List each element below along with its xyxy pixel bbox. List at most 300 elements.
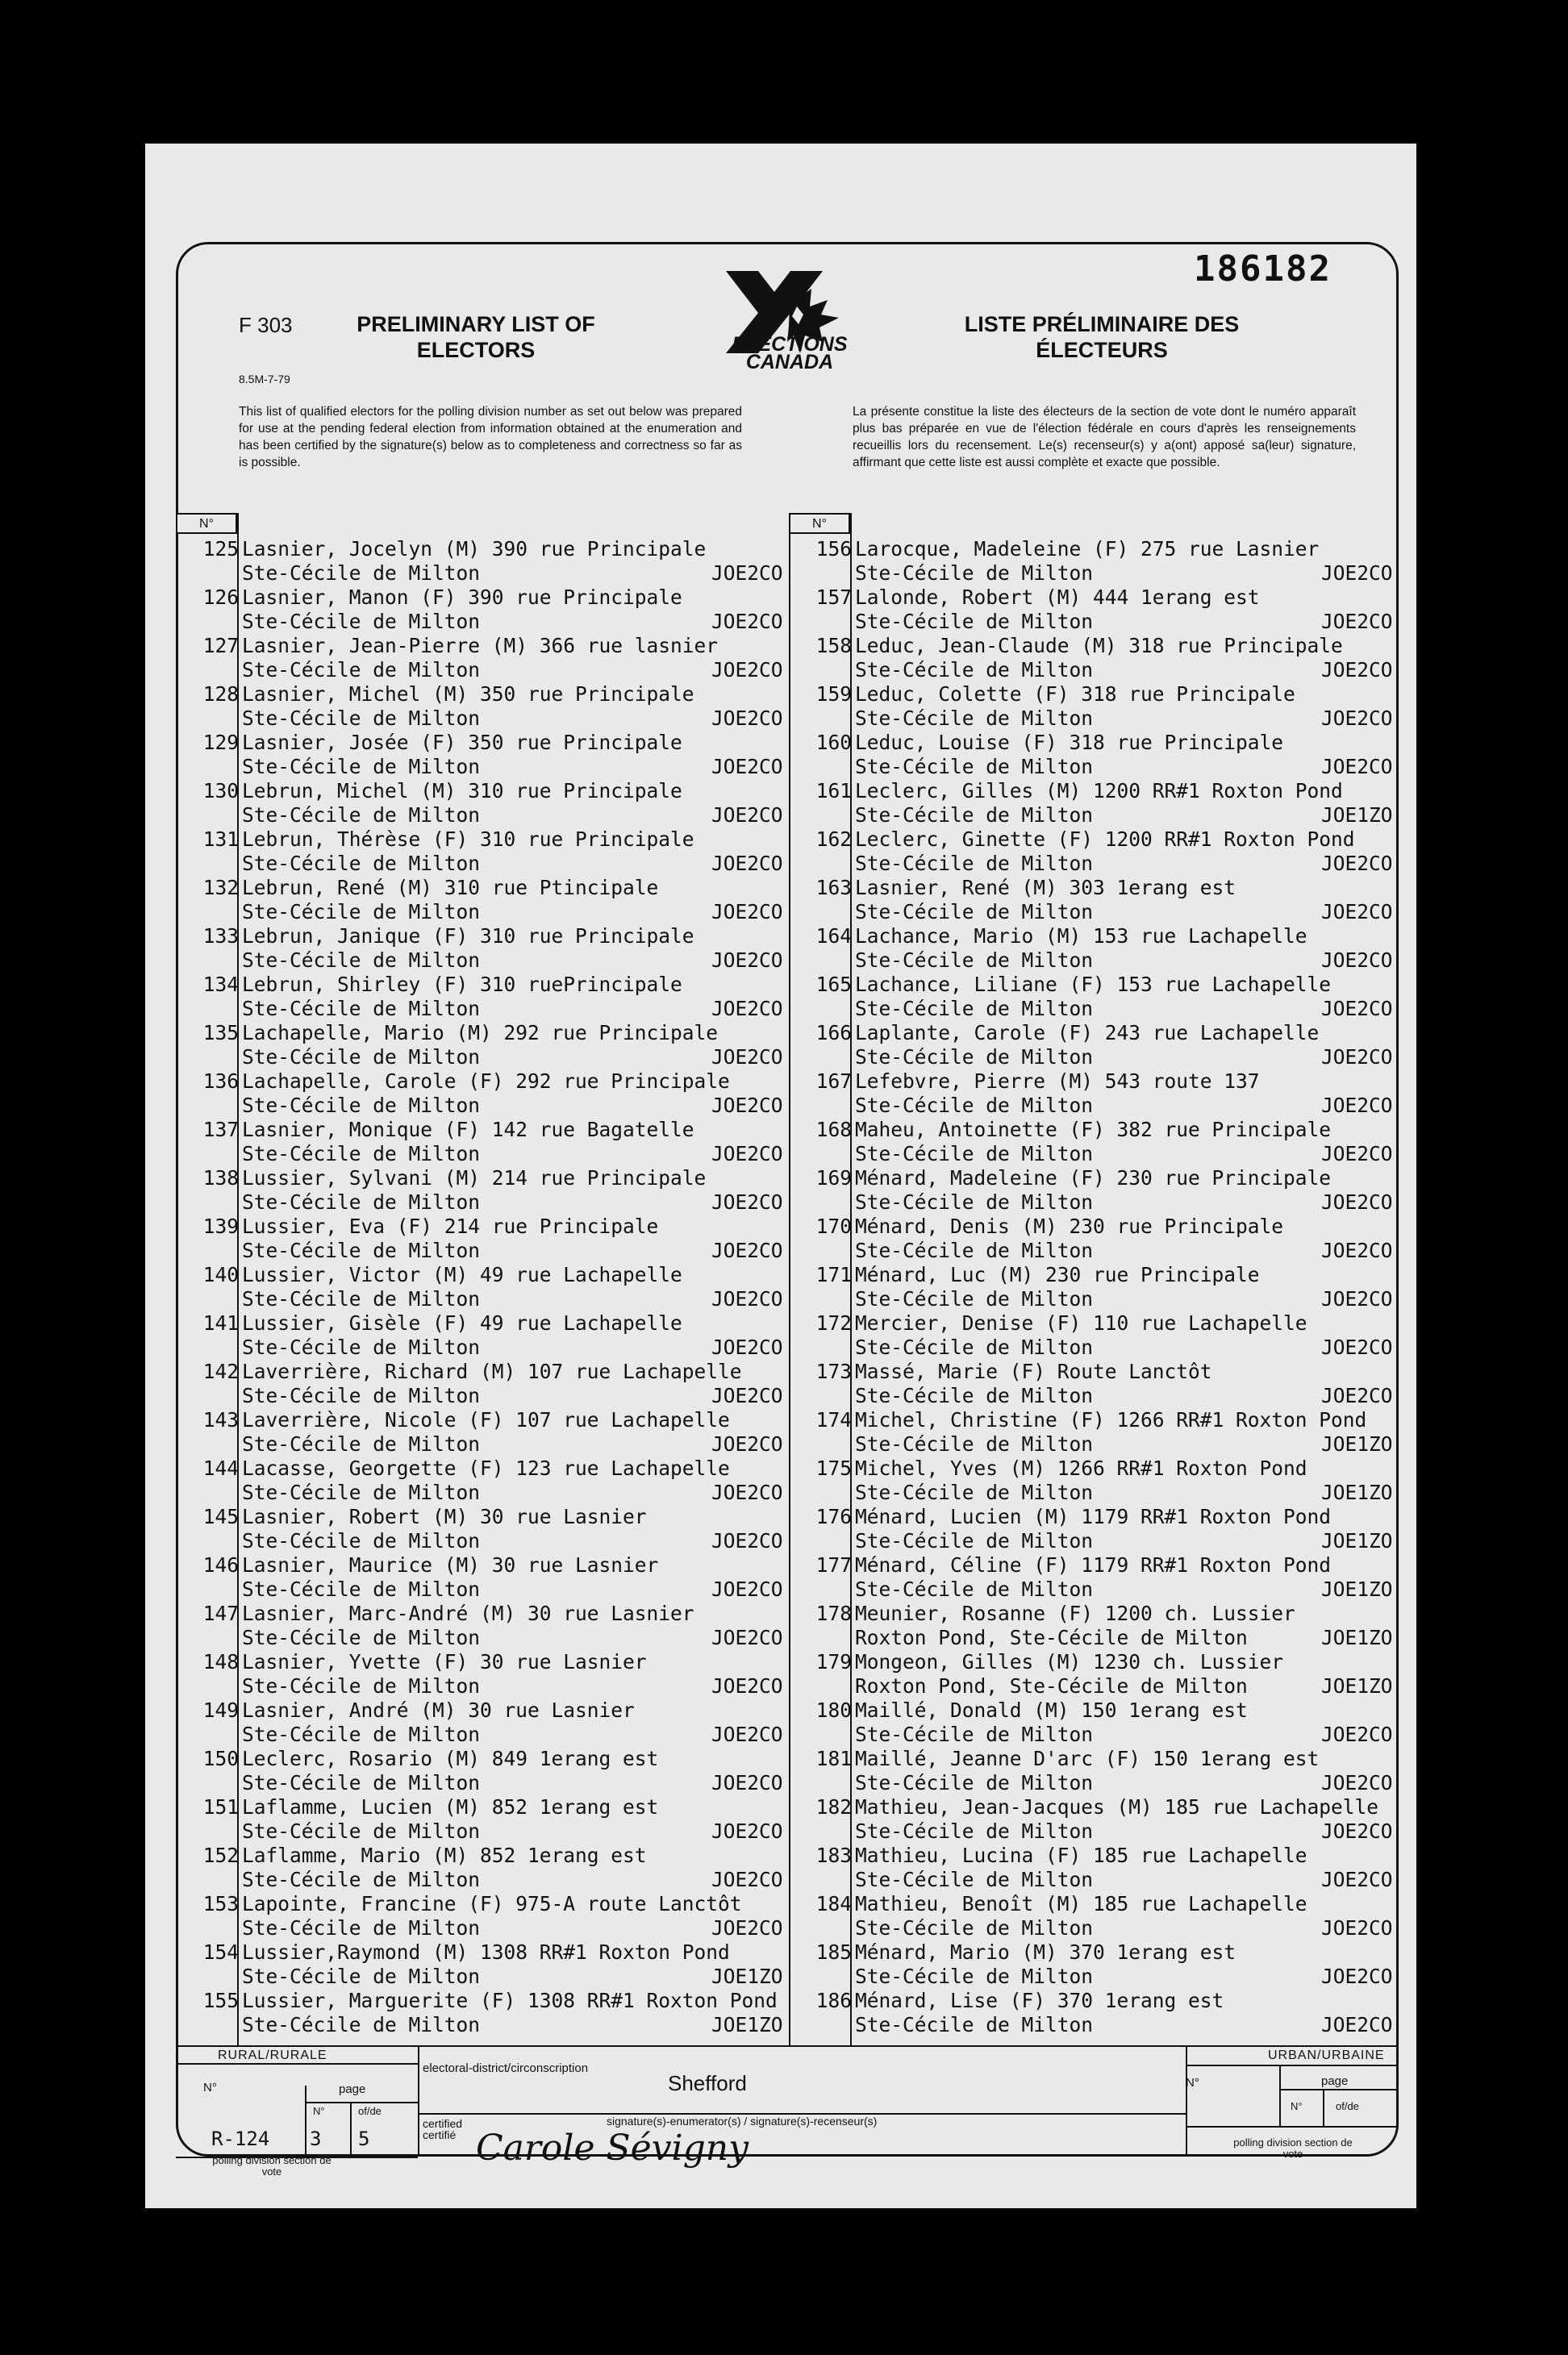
entries-right: [799, 537, 1399, 2037]
entry-number: 126: [202, 586, 239, 609]
entry-number: 157: [815, 586, 852, 609]
entry-municipality: Ste-Cécile de Milton: [242, 1771, 481, 1794]
footer-rule-urban: [1186, 2065, 1399, 2066]
entry-postal-code: JOE2CO: [711, 1868, 783, 1891]
elector-entry: [186, 1553, 789, 1602]
signature-label: signature(s)-enumerator(s) / signature(s)-recenseur(s): [607, 2115, 878, 2128]
entry-number: 138: [202, 1166, 239, 1190]
urban-label: URBAN/URBAINE: [1268, 2049, 1385, 2062]
page-no-label: N°: [313, 2105, 325, 2117]
entry-municipality: Ste-Cécile de Milton: [242, 1868, 481, 1891]
footer-divider-1: [418, 2045, 419, 2157]
entry-number: 144: [202, 1457, 239, 1480]
entry-municipality: Ste-Cécile de Milton: [855, 561, 1094, 585]
entry-postal-code: JOE1ZO: [1321, 1432, 1393, 1456]
elector-entry: [799, 537, 1399, 586]
entry-number: 154: [202, 1940, 239, 1964]
entry-municipality: Ste-Cécile de Milton: [855, 948, 1094, 972]
entry-name-address: Ménard, Denis (M) 230 rue Principale: [855, 1215, 1284, 1238]
footer-rule-urban-bottom: [1186, 2126, 1399, 2128]
title-english: PRELIMINARY LIST OF ELECTORS: [357, 312, 595, 362]
entry-postal-code: JOE2CO: [711, 1239, 783, 1262]
entry-municipality: Ste-Cécile de Milton: [855, 1965, 1094, 1988]
elector-entry: [799, 1457, 1399, 1505]
elector-entry: [799, 586, 1399, 634]
entry-number: 168: [815, 1118, 852, 1141]
entry-name-address: Lacasse, Georgette (F) 123 rue Lachapelle: [242, 1457, 730, 1480]
entry-name-address: Lussier, Marguerite (F) 1308 RR#1 Roxton Pond: [242, 1989, 778, 2012]
elector-entry: [799, 682, 1399, 731]
entry-number: 181: [815, 1747, 852, 1770]
elector-entry: [186, 1699, 789, 1747]
elector-entry: [799, 779, 1399, 827]
elector-entry: [186, 1795, 789, 1844]
entry-number: 134: [202, 973, 239, 996]
entry-postal-code: JOE2CO: [711, 1626, 783, 1649]
entry-name-address: Maillé, Jeanne D'arc (F) 150 1erang est: [855, 1747, 1320, 1770]
entry-name-address: Lebrun, René (M) 310 rue Ptincipale: [242, 876, 659, 899]
elector-entry: [799, 1408, 1399, 1457]
entry-municipality: Ste-Cécile de Milton: [242, 1336, 481, 1359]
elector-entry: [799, 1795, 1399, 1844]
entry-municipality: Ste-Cécile de Milton: [242, 706, 481, 730]
elector-entry: [186, 1311, 789, 1360]
form-code: 8.5M-7-79: [239, 373, 290, 386]
entry-number: 179: [815, 1650, 852, 1674]
entry-name-address: Lebrun, Michel (M) 310 rue Principale: [242, 779, 682, 802]
entry-municipality: Ste-Cécile de Milton: [855, 1190, 1094, 1214]
entry-postal-code: JOE2CO: [711, 1094, 783, 1117]
entry-number: 165: [815, 973, 852, 996]
entry-number: 167: [815, 1069, 852, 1093]
entry-municipality: Ste-Cécile de Milton: [855, 755, 1094, 778]
entry-name-address: Laflamme, Lucien (M) 852 1erang est: [242, 1795, 659, 1819]
elector-entry: [799, 1021, 1399, 1069]
entry-number: 161: [815, 779, 852, 802]
elector-entry: [186, 876, 789, 924]
entry-name-address: Lapointe, Francine (F) 975-A route Lanctôt: [242, 1892, 742, 1915]
entry-name-address: Lachance, Liliane (F) 153 rue Lachapelle: [855, 973, 1332, 996]
entry-name-address: Maheu, Antoinette (F) 382 rue Principale: [855, 1118, 1332, 1141]
elector-entry: [186, 731, 789, 779]
entry-municipality: Ste-Cécile de Milton: [855, 1916, 1094, 1940]
entry-postal-code: JOE2CO: [1321, 658, 1393, 681]
urban-polling-division-label: polling division section de vote: [1233, 2136, 1353, 2160]
no-column-header-right: N°: [789, 513, 850, 534]
entry-postal-code: JOE2CO: [711, 1529, 783, 1553]
entry-municipality: Ste-Cécile de Milton: [855, 803, 1094, 827]
footer-divider-2: [305, 2086, 307, 2157]
entry-postal-code: JOE2CO: [711, 948, 783, 972]
entry-number: 148: [202, 1650, 239, 1674]
elector-entry: [186, 1408, 789, 1457]
entry-number: 136: [202, 1069, 239, 1093]
entry-postal-code: JOE2CO: [711, 1578, 783, 1601]
footer-divider-urban-3: [1323, 2089, 1324, 2126]
entry-name-address: Lussier, Gisèle (F) 49 rue Lachapelle: [242, 1311, 682, 1335]
entry-municipality: Ste-Cécile de Milton: [242, 1239, 481, 1262]
entry-postal-code: JOE2CO: [1321, 1094, 1393, 1117]
entry-name-address: Ménard, Mario (M) 370 1erang est: [855, 1940, 1236, 1964]
entry-name-address: Lussier,Raymond (M) 1308 RR#1 Roxton Pond: [242, 1940, 730, 1964]
entry-postal-code: JOE2CO: [711, 1723, 783, 1746]
elector-entry: [799, 1553, 1399, 1602]
entry-number: 152: [202, 1844, 239, 1867]
form-number: F 303: [239, 313, 293, 337]
entry-municipality: Ste-Cécile de Milton: [242, 561, 481, 585]
entry-municipality: Ste-Cécile de Milton: [242, 1819, 481, 1843]
elector-entry: [799, 1602, 1399, 1650]
entry-municipality: Ste-Cécile de Milton: [242, 1965, 481, 1988]
entry-municipality: Ste-Cécile de Milton: [242, 1723, 481, 1746]
entry-municipality: Ste-Cécile de Milton: [855, 1384, 1094, 1407]
elector-entry: [186, 1263, 789, 1311]
entry-number: 132: [202, 876, 239, 899]
entry-name-address: Laverrière, Nicole (F) 107 rue Lachapelle: [242, 1408, 730, 1432]
elector-entry: [799, 1505, 1399, 1553]
page-number: 3: [310, 2128, 322, 2150]
entry-number: 146: [202, 1553, 239, 1577]
elector-entry: [799, 973, 1399, 1021]
entry-name-address: Leduc, Louise (F) 318 rue Principale: [855, 731, 1284, 754]
elector-entry: [799, 1747, 1399, 1795]
polling-division-number: R-124: [211, 2128, 270, 2150]
entry-municipality: Ste-Cécile de Milton: [242, 852, 481, 875]
footer-rule-left: [176, 2063, 418, 2065]
elector-entry: [799, 876, 1399, 924]
urban-no-label: N°: [1186, 2076, 1199, 2090]
entry-municipality: Ste-Cécile de Milton: [242, 803, 481, 827]
elector-entry: [186, 779, 789, 827]
entry-name-address: Leclerc, Gilles (M) 1200 RR#1 Roxton Pond: [855, 779, 1343, 802]
entry-postal-code: JOE2CO: [711, 658, 783, 681]
elector-entry: [799, 1989, 1399, 2037]
entry-name-address: Lasnier, Jean-Pierre (M) 366 rue lasnier: [242, 634, 719, 657]
entry-postal-code: JOE2CO: [711, 1336, 783, 1359]
entry-name-address: Lefebvre, Pierre (M) 543 route 137: [855, 1069, 1260, 1093]
entry-name-address: Mathieu, Lucina (F) 185 rue Lachapelle: [855, 1844, 1307, 1867]
entry-number: 125: [202, 537, 239, 561]
entry-municipality: Ste-Cécile de Milton: [855, 2013, 1094, 2036]
district-label: electoral-district/circonscription: [423, 2061, 589, 2075]
elector-entry: [799, 634, 1399, 682]
entry-name-address: Leduc, Jean-Claude (M) 318 rue Principale: [855, 634, 1343, 657]
entry-municipality: Ste-Cécile de Milton: [242, 610, 481, 633]
entry-name-address: Lasnier, René (M) 303 1erang est: [855, 876, 1236, 899]
entry-number: 156: [815, 537, 852, 561]
entry-name-address: Lebrun, Shirley (F) 310 ruePrincipale: [242, 973, 682, 996]
entry-municipality: Ste-Cécile de Milton: [855, 1529, 1094, 1553]
entry-postal-code: JOE2CO: [711, 997, 783, 1020]
entry-municipality: Ste-Cécile de Milton: [242, 1094, 481, 1117]
district-value: Shefford: [668, 2071, 747, 2095]
entry-municipality: Ste-Cécile de Milton: [855, 852, 1094, 875]
entry-number: 142: [202, 1360, 239, 1383]
logo-text: ELECTIONS CANADA: [732, 333, 848, 373]
entry-number: 139: [202, 1215, 239, 1238]
entry-number: 176: [815, 1505, 852, 1528]
entry-name-address: Meunier, Rosanne (F) 1200 ch. Lussier: [855, 1602, 1295, 1625]
entry-postal-code: JOE2CO: [711, 1432, 783, 1456]
entry-number: 172: [815, 1311, 852, 1335]
elector-entry: [186, 1021, 789, 1069]
entry-postal-code: JOE2CO: [711, 900, 783, 923]
entry-number: 171: [815, 1263, 852, 1286]
elector-entry: [186, 1602, 789, 1650]
entry-number: 163: [815, 876, 852, 899]
entry-postal-code: JOE2CO: [711, 610, 783, 633]
entry-municipality: Ste-Cécile de Milton: [855, 997, 1094, 1020]
entry-number: 166: [815, 1021, 852, 1044]
entry-municipality: Ste-Cécile de Milton: [242, 1045, 481, 1069]
entry-postal-code: JOE2CO: [1321, 852, 1393, 875]
entry-name-address: Lasnier, Robert (M) 30 rue Lasnier: [242, 1505, 647, 1528]
entry-name-address: Laflamme, Mario (M) 852 1erang est: [242, 1844, 647, 1867]
entry-number: 169: [815, 1166, 852, 1190]
footer-divider-urban-2: [1279, 2065, 1281, 2126]
entry-postal-code: JOE2CO: [1321, 2013, 1393, 2036]
entry-name-address: Lachapelle, Mario (M) 292 rue Principale: [242, 1021, 719, 1044]
entry-number: 158: [815, 634, 852, 657]
entry-number: 140: [202, 1263, 239, 1286]
entry-postal-code: JOE2CO: [711, 1287, 783, 1311]
entry-postal-code: JOE2CO: [1321, 1142, 1393, 1165]
entry-name-address: Lalonde, Robert (M) 444 1erang est: [855, 586, 1260, 609]
entry-municipality: Ste-Cécile de Milton: [855, 900, 1094, 923]
elector-entry: [186, 1747, 789, 1795]
page-label: page: [339, 2082, 366, 2096]
entry-name-address: Laplante, Carole (F) 243 rue Lachapelle: [855, 1021, 1320, 1044]
entry-name-address: Michel, Christine (F) 1266 RR#1 Roxton Pond: [855, 1408, 1367, 1432]
entry-postal-code: JOE2CO: [711, 561, 783, 585]
entry-postal-code: JOE1ZO: [1321, 1626, 1393, 1649]
entry-postal-code: JOE1ZO: [1321, 1481, 1393, 1504]
entry-number: 162: [815, 827, 852, 851]
entry-municipality: Ste-Cécile de Milton: [242, 755, 481, 778]
entry-number: 155: [202, 1989, 239, 2012]
elector-entry: [186, 682, 789, 731]
entry-postal-code: JOE2CO: [711, 1819, 783, 1843]
entry-number: 173: [815, 1360, 852, 1383]
entry-postal-code: JOE1ZO: [1321, 1578, 1393, 1601]
urban-page-of-label: of/de: [1336, 2100, 1359, 2112]
entry-municipality: Ste-Cécile de Milton: [242, 1432, 481, 1456]
elector-entry: [186, 1505, 789, 1553]
enumerator-signature: Carole Sévigny: [476, 2128, 749, 2169]
entry-postal-code: JOE2CO: [711, 1481, 783, 1504]
rural-label: RURAL/RURALE: [218, 2049, 327, 2062]
elector-entry: [799, 1215, 1399, 1263]
entry-postal-code: JOE2CO: [711, 706, 783, 730]
entry-name-address: Lasnier, Josée (F) 350 rue Principale: [242, 731, 682, 754]
entry-municipality: Ste-Cécile de Milton: [242, 948, 481, 972]
entry-postal-code: JOE2CO: [1321, 1819, 1393, 1843]
entry-municipality: Ste-Cécile de Milton: [855, 1287, 1094, 1311]
entry-name-address: Mathieu, Jean-Jacques (M) 185 rue Lachapelle: [855, 1795, 1379, 1819]
intro-french: La présente constitue la liste des électeurs de la section de vote dont le numéro apparaît plus bas préparée en vue de l'élection fédérale en cours d'après les renseignements recueillis lors du recensement. Le(s) recenseur(s) y a(ont) apposé sa(leur) signature, affirmant que cette liste est aussi complète et exacte que possible.: [853, 405, 1356, 469]
urban-page-label: page: [1321, 2074, 1349, 2088]
elector-entry: [186, 634, 789, 682]
entry-name-address: Lussier, Sylvani (M) 214 rue Principale: [242, 1166, 707, 1190]
entry-municipality: Ste-Cécile de Milton: [855, 706, 1094, 730]
elector-entry: [186, 1069, 789, 1118]
entry-name-address: Lussier, Victor (M) 49 rue Lachapelle: [242, 1263, 682, 1286]
entry-name-address: Lasnier, Monique (F) 142 rue Bagatelle: [242, 1118, 694, 1141]
entry-name-address: Lebrun, Thérèse (F) 310 rue Principale: [242, 827, 694, 851]
elector-entry: [186, 973, 789, 1021]
entry-number: 170: [815, 1215, 852, 1238]
elector-entry: [799, 1360, 1399, 1408]
entry-postal-code: JOE2CO: [1321, 1045, 1393, 1069]
elector-entry: [799, 1263, 1399, 1311]
elector-entry: [186, 924, 789, 973]
entry-municipality: Ste-Cécile de Milton: [855, 1723, 1094, 1746]
entry-number: 145: [202, 1505, 239, 1528]
entry-municipality: Ste-Cécile de Milton: [855, 1819, 1094, 1843]
entry-number: 184: [815, 1892, 852, 1915]
entry-name-address: Lasnier, André (M) 30 rue Lasnier: [242, 1699, 635, 1722]
entry-postal-code: JOE2CO: [711, 1142, 783, 1165]
entry-number: 175: [815, 1457, 852, 1480]
entry-name-address: Lachance, Mario (M) 153 rue Lachapelle: [855, 924, 1307, 948]
entry-postal-code: JOE2CO: [1321, 706, 1393, 730]
elector-entry: [799, 924, 1399, 973]
entry-number: 143: [202, 1408, 239, 1432]
entry-name-address: Laverrière, Richard (M) 107 rue Lachapelle: [242, 1360, 742, 1383]
entry-name-address: Mercier, Denise (F) 110 rue Lachapelle: [855, 1311, 1307, 1335]
entry-municipality: Ste-Cécile de Milton: [242, 997, 481, 1020]
entry-name-address: Lachapelle, Carole (F) 292 rue Principale: [242, 1069, 730, 1093]
entry-number: 174: [815, 1408, 852, 1432]
entry-number: 183: [815, 1844, 852, 1867]
elector-entry: [186, 1215, 789, 1263]
entry-name-address: Leclerc, Ginette (F) 1200 RR#1 Roxton Pond: [855, 827, 1355, 851]
entry-name-address: Michel, Yves (M) 1266 RR#1 Roxton Pond: [855, 1457, 1307, 1480]
entry-name-address: Larocque, Madeleine (F) 275 rue Lasnier: [855, 537, 1320, 561]
elector-entry: [186, 1118, 789, 1166]
entry-municipality: Ste-Cécile de Milton: [242, 1481, 481, 1504]
page-of-label: of/de: [358, 2105, 382, 2117]
elector-entry: [799, 1650, 1399, 1699]
entry-name-address: Leduc, Colette (F) 318 rue Principale: [855, 682, 1295, 706]
entry-number: 178: [815, 1602, 852, 1625]
entry-municipality: Roxton Pond, Ste-Cécile de Milton: [855, 1674, 1248, 1698]
elector-entry: [799, 1069, 1399, 1118]
entry-municipality: Ste-Cécile de Milton: [242, 1190, 481, 1214]
entry-number: 149: [202, 1699, 239, 1722]
footer-divider-urban: [1186, 2045, 1187, 2157]
entry-number: 159: [815, 682, 852, 706]
elector-entry: [799, 1844, 1399, 1892]
elector-entry: [186, 827, 789, 876]
elector-entry: [186, 1844, 789, 1892]
entry-postal-code: JOE1ZO: [711, 2013, 783, 2036]
entry-postal-code: JOE2CO: [1321, 1868, 1393, 1891]
entry-postal-code: JOE2CO: [711, 1674, 783, 1698]
entry-municipality: Ste-Cécile de Milton: [855, 1239, 1094, 1262]
elector-entry: [799, 1699, 1399, 1747]
entry-postal-code: JOE2CO: [1321, 1916, 1393, 1940]
entry-name-address: Ménard, Luc (M) 230 rue Principale: [855, 1263, 1260, 1286]
entry-name-address: Leclerc, Rosario (M) 849 1erang est: [242, 1747, 659, 1770]
entry-number: 150: [202, 1747, 239, 1770]
urban-page-no-label: N°: [1291, 2100, 1303, 2112]
entry-postal-code: JOE2CO: [711, 1190, 783, 1214]
entry-postal-code: JOE2CO: [711, 852, 783, 875]
entry-name-address: Maillé, Donald (M) 150 1erang est: [855, 1699, 1248, 1722]
entry-postal-code: JOE2CO: [1321, 1771, 1393, 1794]
entry-postal-code: JOE2CO: [711, 755, 783, 778]
entry-municipality: Ste-Cécile de Milton: [242, 1674, 481, 1698]
entry-number: 128: [202, 682, 239, 706]
serial-number: 186182: [1194, 248, 1332, 290]
elector-entry: [186, 537, 789, 586]
entry-postal-code: JOE2CO: [1321, 561, 1393, 585]
entry-municipality: Ste-Cécile de Milton: [242, 1626, 481, 1649]
entry-municipality: Ste-Cécile de Milton: [242, 1529, 481, 1553]
entry-postal-code: JOE2CO: [1321, 948, 1393, 972]
entry-municipality: Ste-Cécile de Milton: [242, 2013, 481, 2036]
entry-name-address: Lasnier, Michel (M) 350 rue Principale: [242, 682, 694, 706]
entry-postal-code: JOE2CO: [711, 1916, 783, 1940]
entry-municipality: Ste-Cécile de Milton: [242, 1287, 481, 1311]
entry-name-address: Ménard, Madeleine (F) 230 rue Principale: [855, 1166, 1332, 1190]
footer-rule-urban-page: [1279, 2089, 1399, 2090]
entry-name-address: Massé, Marie (F) Route Lanctôt: [855, 1360, 1212, 1383]
entry-name-address: Ménard, Lise (F) 370 1erang est: [855, 1989, 1224, 2012]
entry-municipality: Ste-Cécile de Milton: [855, 658, 1094, 681]
entry-municipality: Ste-Cécile de Milton: [855, 1481, 1094, 1504]
entry-postal-code: JOE2CO: [711, 1384, 783, 1407]
entry-municipality: Ste-Cécile de Milton: [242, 900, 481, 923]
footer-divider-3: [350, 2102, 352, 2157]
entry-municipality: Ste-Cécile de Milton: [242, 1384, 481, 1407]
entry-postal-code: JOE2CO: [711, 803, 783, 827]
entry-number: 127: [202, 634, 239, 657]
entry-postal-code: JOE2CO: [711, 1045, 783, 1069]
entry-name-address: Lasnier, Marc-André (M) 30 rue Lasnier: [242, 1602, 694, 1625]
entry-postal-code: JOE1ZO: [1321, 1529, 1393, 1553]
entry-number: 180: [815, 1699, 852, 1722]
entry-municipality: Ste-Cécile de Milton: [242, 1916, 481, 1940]
entry-name-address: Lasnier, Manon (F) 390 rue Principale: [242, 586, 682, 609]
entry-number: 151: [202, 1795, 239, 1819]
elector-entry: [799, 1892, 1399, 1940]
entry-name-address: Lebrun, Janique (F) 310 rue Principale: [242, 924, 694, 948]
entry-municipality: Roxton Pond, Ste-Cécile de Milton: [855, 1626, 1248, 1649]
elector-entry: [186, 1892, 789, 1940]
no-column-header-left: N°: [176, 513, 237, 534]
entry-postal-code: JOE2CO: [1321, 755, 1393, 778]
elector-entry: [799, 1311, 1399, 1360]
elector-entry: [186, 1650, 789, 1699]
entry-number: 135: [202, 1021, 239, 1044]
elector-entry: [799, 1940, 1399, 1989]
entry-postal-code: JOE1ZO: [711, 1965, 783, 1988]
entry-name-address: Ménard, Céline (F) 1179 RR#1 Roxton Pond: [855, 1553, 1332, 1577]
entry-number: 147: [202, 1602, 239, 1625]
entry-postal-code: JOE1ZO: [1321, 1674, 1393, 1698]
rural-no-label: N°: [203, 2081, 217, 2094]
entry-postal-code: JOE2CO: [1321, 1723, 1393, 1746]
entry-postal-code: JOE2CO: [1321, 900, 1393, 923]
certified-label: certified certifié: [423, 2117, 463, 2141]
elector-entry: [186, 1989, 789, 2037]
entry-municipality: Ste-Cécile de Milton: [855, 1868, 1094, 1891]
entry-postal-code: JOE2CO: [1321, 1287, 1393, 1311]
entry-municipality: Ste-Cécile de Milton: [242, 1142, 481, 1165]
entry-municipality: Ste-Cécile de Milton: [855, 1578, 1094, 1601]
